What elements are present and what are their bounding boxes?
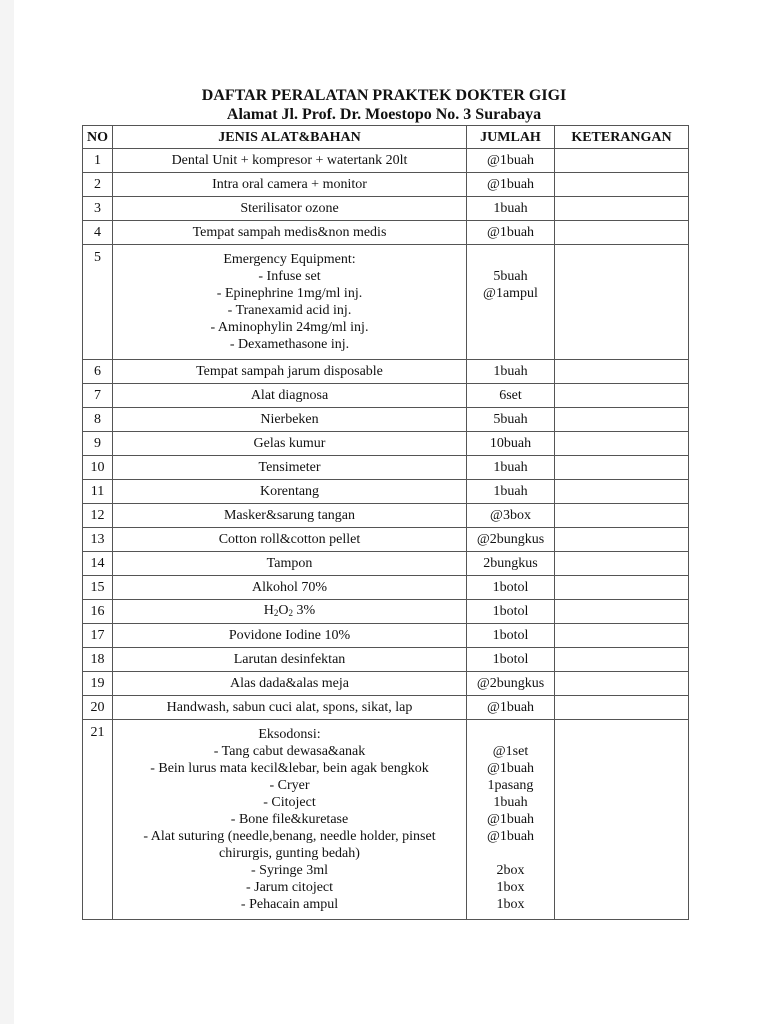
row-number: 16 <box>83 600 113 624</box>
row-note <box>555 173 689 197</box>
item-line: - Bone file&kuretase <box>230 812 349 827</box>
row-number: 7 <box>83 384 113 408</box>
row-note <box>555 576 689 600</box>
row-item <box>113 720 467 920</box>
row-item: Larutan desinfektan <box>113 648 467 672</box>
row-number: 14 <box>83 552 113 576</box>
row-item: Handwash, sabun cuci alat, spons, sikat, lap <box>113 696 467 720</box>
quantity-line <box>467 726 554 743</box>
row-note <box>555 552 689 576</box>
item-line: chirurgis, gunting bedah) <box>219 846 360 861</box>
row-quantity <box>467 720 555 920</box>
row-item: Povidone Iodine 10% <box>113 624 467 648</box>
table-row <box>83 408 689 432</box>
header-no: NO <box>83 126 113 149</box>
table-row <box>83 480 689 504</box>
table-row <box>83 173 689 197</box>
table-row <box>83 696 689 720</box>
row-item: Cotton roll&cotton pellet <box>113 528 467 552</box>
row-number: 11 <box>83 480 113 504</box>
table-body <box>83 149 689 920</box>
row-item: Tempat sampah medis&non medis <box>113 221 467 245</box>
row-quantity: 10buah <box>467 432 555 456</box>
table-row <box>83 720 689 920</box>
quantity-line: 5buah <box>493 269 528 284</box>
row-note <box>555 528 689 552</box>
row-note <box>555 149 689 173</box>
row-quantity: 1buah <box>467 360 555 384</box>
header-note: KETERANGAN <box>555 126 689 149</box>
row-quantity: @1buah <box>467 221 555 245</box>
item-line: - Tang cabut dewasa&anak <box>213 744 366 759</box>
table-row <box>83 672 689 696</box>
quantity-line: 1buah <box>493 795 528 810</box>
row-item: Tampon <box>113 552 467 576</box>
row-quantity: 1botol <box>467 576 555 600</box>
row-item: Alkohol 70% <box>113 576 467 600</box>
item-line: - Aminophylin 24mg/ml inj. <box>210 320 369 335</box>
formula-subscript: 2 <box>288 607 294 618</box>
row-quantity: @2bungkus <box>467 672 555 696</box>
row-number: 1 <box>83 149 113 173</box>
row-quantity: 1botol <box>467 600 555 624</box>
quantity-line: @1buah <box>486 812 535 827</box>
row-quantity: @1buah <box>467 696 555 720</box>
item-line: - Dexamethasone inj. <box>229 337 350 352</box>
item-line: - Epinephrine 1mg/ml inj. <box>216 286 363 301</box>
table-row <box>83 552 689 576</box>
row-note <box>555 456 689 480</box>
row-quantity: 1buah <box>467 480 555 504</box>
item-line: - Tranexamid acid inj. <box>227 303 352 318</box>
row-number: 4 <box>83 221 113 245</box>
table-row <box>83 149 689 173</box>
row-item: Tempat sampah jarum disposable <box>113 360 467 384</box>
row-quantity: 2bungkus <box>467 552 555 576</box>
row-note <box>555 432 689 456</box>
table-row <box>83 245 689 360</box>
quantity-line: 2box <box>496 863 525 878</box>
row-item: Korentang <box>113 480 467 504</box>
formula-text: H <box>263 602 274 618</box>
document-address: Alamat Jl. Prof. Dr. Moestopo No. 3 Surabaya <box>226 106 542 123</box>
formula-text: O <box>278 602 289 618</box>
quantity-line <box>467 251 554 268</box>
table-row <box>83 600 689 624</box>
quantity-line <box>467 302 554 319</box>
row-number: 17 <box>83 624 113 648</box>
row-item: Nierbeken <box>113 408 467 432</box>
row-number: 10 <box>83 456 113 480</box>
document-title: DAFTAR PERALATAN PRAKTEK DOKTER GIGI <box>201 87 567 104</box>
row-quantity: 5buah <box>467 408 555 432</box>
quantity-line <box>467 845 554 862</box>
row-number: 3 <box>83 197 113 221</box>
row-number: 5 <box>83 245 113 360</box>
row-item <box>113 245 467 360</box>
quantity-line: 1pasang <box>487 778 534 793</box>
row-quantity: 1buah <box>467 456 555 480</box>
row-quantity: @1buah <box>467 149 555 173</box>
row-note <box>555 408 689 432</box>
item-line: Emergency Equipment: <box>223 252 356 267</box>
row-note <box>555 197 689 221</box>
table-row <box>83 624 689 648</box>
row-note <box>555 648 689 672</box>
row-quantity: 1botol <box>467 648 555 672</box>
row-quantity: @3box <box>467 504 555 528</box>
item-line: - Jarum citoject <box>245 880 334 895</box>
row-note <box>555 245 689 360</box>
quantity-line <box>467 336 554 353</box>
row-number: 20 <box>83 696 113 720</box>
item-line: - Pehacain ampul <box>240 897 339 912</box>
item-line: - Syringe 3ml <box>251 863 328 878</box>
row-note <box>555 624 689 648</box>
row-quantity: @2bungkus <box>467 528 555 552</box>
row-number: 21 <box>83 720 113 920</box>
row-item: Sterilisator ozone <box>113 197 467 221</box>
row-item: Gelas kumur <box>113 432 467 456</box>
table-row <box>83 432 689 456</box>
row-quantity: 6set <box>467 384 555 408</box>
table-row <box>83 360 689 384</box>
row-item: Alas dada&alas meja <box>113 672 467 696</box>
row-number: 19 <box>83 672 113 696</box>
row-quantity: 1botol <box>467 624 555 648</box>
row-note <box>555 504 689 528</box>
table-row <box>83 456 689 480</box>
row-quantity: 1buah <box>467 197 555 221</box>
row-item: Masker&sarung tangan <box>113 504 467 528</box>
item-line: Eksodonsi: <box>258 727 321 742</box>
quantity-line: 1box <box>496 897 525 912</box>
quantity-line: 1box <box>496 880 525 895</box>
row-number: 6 <box>83 360 113 384</box>
item-line: - Cryer <box>269 778 310 793</box>
row-number: 15 <box>83 576 113 600</box>
table-header-row <box>83 126 689 149</box>
row-number: 12 <box>83 504 113 528</box>
row-quantity: @1buah <box>467 173 555 197</box>
item-line: - Bein lurus mata kecil&lebar, bein agak bengkok <box>150 761 429 776</box>
row-note <box>555 720 689 920</box>
row-item <box>113 600 467 624</box>
row-note <box>555 600 689 624</box>
row-item: Dental Unit + kompresor + watertank 20lt <box>113 149 467 173</box>
row-note <box>555 480 689 504</box>
formula-text: 3% <box>293 602 316 618</box>
table-row <box>83 576 689 600</box>
row-number: 13 <box>83 528 113 552</box>
row-number: 18 <box>83 648 113 672</box>
table-row <box>83 221 689 245</box>
table-row <box>83 197 689 221</box>
quantity-line: @1set <box>492 744 529 759</box>
item-line: - Citoject <box>263 795 316 810</box>
table-row <box>83 504 689 528</box>
equipment-table <box>82 125 689 920</box>
header-qty: JUMLAH <box>467 126 555 149</box>
row-note <box>555 384 689 408</box>
row-quantity <box>467 245 555 360</box>
formula-subscript: 2 <box>273 607 279 618</box>
row-number: 2 <box>83 173 113 197</box>
row-number: 9 <box>83 432 113 456</box>
row-note <box>555 360 689 384</box>
quantity-line: @1ampul <box>483 286 538 301</box>
row-item: Intra oral camera + monitor <box>113 173 467 197</box>
quantity-line: @1buah <box>486 761 535 776</box>
table-row <box>83 384 689 408</box>
quantity-line <box>467 319 554 336</box>
quantity-line: @1buah <box>486 829 535 844</box>
row-item: Alat diagnosa <box>113 384 467 408</box>
table-row <box>83 648 689 672</box>
row-note <box>555 672 689 696</box>
row-item: Tensimeter <box>113 456 467 480</box>
item-line: - Alat suturing (needle,benang, needle holder, pinset <box>143 829 436 844</box>
row-note <box>555 696 689 720</box>
row-note <box>555 221 689 245</box>
table-row <box>83 528 689 552</box>
header-item: JENIS ALAT&BAHAN <box>113 126 467 149</box>
item-line: - Infuse set <box>258 269 321 284</box>
row-number: 8 <box>83 408 113 432</box>
